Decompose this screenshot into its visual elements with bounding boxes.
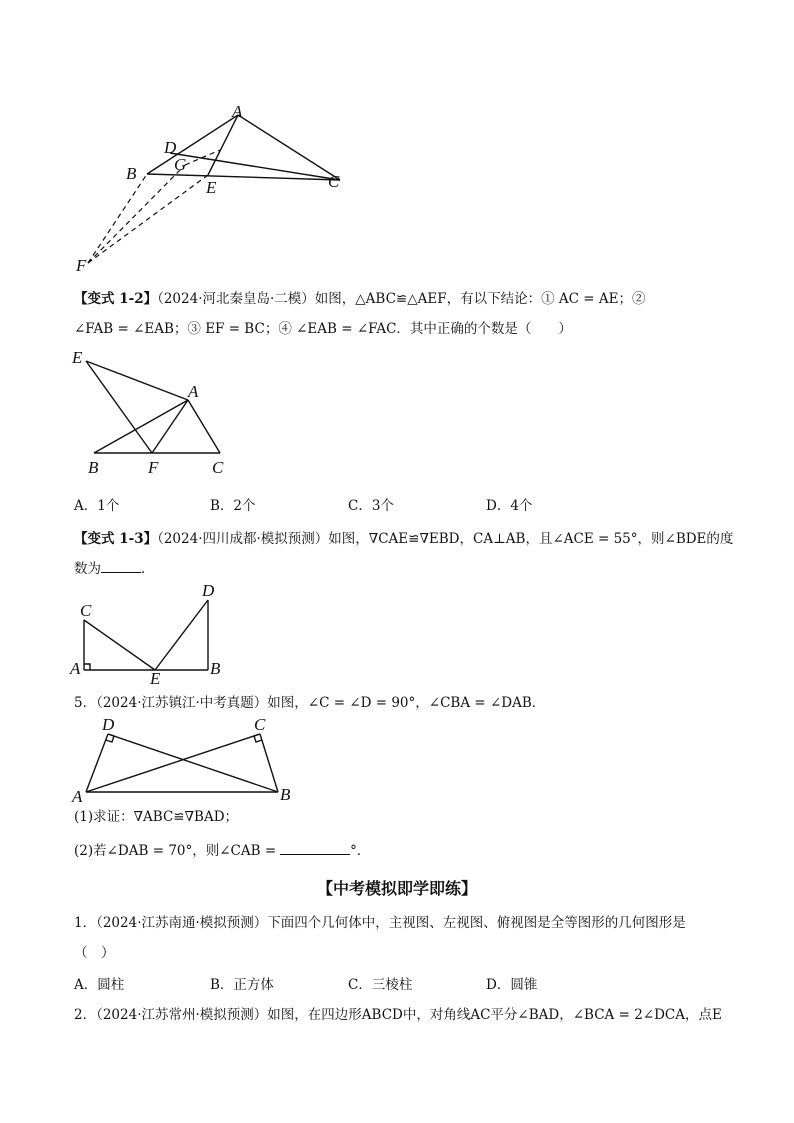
p5-label-b: B	[280, 785, 291, 804]
v13-label-c: C	[80, 601, 92, 620]
variant-1-3-text2: 数为	[74, 561, 101, 577]
answer-blank-cab[interactable]	[280, 842, 350, 855]
problem-5-part1: (1)求证：∇ABC≌∇BAD；	[74, 809, 239, 825]
variant-1-3-source: （2024·四川成都·模拟预测）	[157, 531, 329, 547]
variant-1-2-line2: ∠FAB = ∠EAB；③ EF = BC；④ ∠EAB = ∠FAC．其中正确的个数是（ ）	[74, 321, 572, 337]
variant-1-2-text1: 如图，△ABC≌△AEF，有以下结论：① AC = AE；②	[314, 291, 646, 307]
v13-label-d: D	[202, 582, 215, 600]
v12-label-e: E	[72, 348, 83, 367]
v12-label-c: C	[212, 458, 224, 477]
label-b: B	[126, 164, 137, 183]
variant-1-3-line1	[74, 530, 733, 548]
q1-option-c: C．三棱柱	[348, 977, 413, 993]
v13-label-e: E	[150, 669, 161, 687]
p5-label-a: A	[72, 787, 83, 804]
problem-5-part2	[74, 842, 370, 860]
q1-option-a: A．圆柱	[74, 977, 125, 993]
figure-triangle-abc-f	[70, 95, 360, 280]
q1-line2: （ ）	[74, 945, 115, 961]
v13-label-a: A	[70, 659, 81, 678]
label-g: G	[174, 155, 187, 174]
variant-1-2-option-c: C．3个	[348, 498, 394, 514]
variant-1-2-source: （2024·河北秦皇岛·二模）	[157, 291, 315, 307]
v12-label-b: B	[88, 458, 99, 477]
figure-problem-5	[68, 712, 298, 804]
label-e: E	[206, 178, 217, 197]
variant-1-3-suffix: ．	[141, 561, 155, 577]
variant-1-2-option-a: A．1个	[74, 498, 120, 514]
v12-label-a: A	[188, 382, 199, 401]
q2-line1: 2．（2024·江苏常州·模拟预测）如图，在四边形ABCD中，对角线AC平分∠BAD，∠BCA = 2∠DCA，点E	[74, 1007, 722, 1023]
section-title: 【中考模拟即学即练】	[316, 879, 477, 898]
variant-1-2-line1	[74, 290, 645, 308]
v12-label-f: F	[148, 458, 159, 477]
p5-label-d: D	[102, 715, 115, 734]
q1-option-d: D．圆锥	[486, 977, 538, 993]
label-d: D	[164, 138, 177, 157]
variant-1-2-tag: 【变式 1-2】	[74, 291, 158, 307]
answer-blank-bde[interactable]	[101, 560, 141, 573]
v13-label-b: B	[210, 659, 221, 678]
variant-1-2-option-d: D．4个	[486, 498, 533, 514]
problem-5-part2-suffix: °．	[350, 843, 371, 859]
label-f: F	[76, 256, 87, 275]
variant-1-3-text1: 如图，∇CAE≌∇EBD，CA⊥AB，且∠ACE = 55°，则∠BDE的度	[328, 531, 734, 547]
q1-option-b: B．正方体	[210, 977, 274, 993]
p5-label-c: C	[254, 715, 266, 734]
q1-line1: 1．（2024·江苏南通·模拟预测）下面四个几何体中，主视图、左视图、俯视图是全等图形的几何图形是	[74, 915, 686, 931]
problem-5-heading: 5．（2024·江苏镇江·中考真题）如图，∠C = ∠D = 90°，∠CBA = ∠DAB．	[74, 695, 546, 711]
problem-5-part2-text: (2)若∠DAB = 70°，则∠CAB =	[74, 843, 277, 859]
variant-1-3-line2	[74, 560, 155, 578]
label-a: A	[232, 102, 243, 121]
figure-variant-1-2	[68, 345, 238, 480]
variant-1-2-option-b: B．2个	[210, 498, 256, 514]
label-c: C	[328, 172, 340, 191]
figure-variant-1-3	[68, 582, 228, 687]
variant-1-3-tag: 【变式 1-3】	[74, 531, 158, 547]
